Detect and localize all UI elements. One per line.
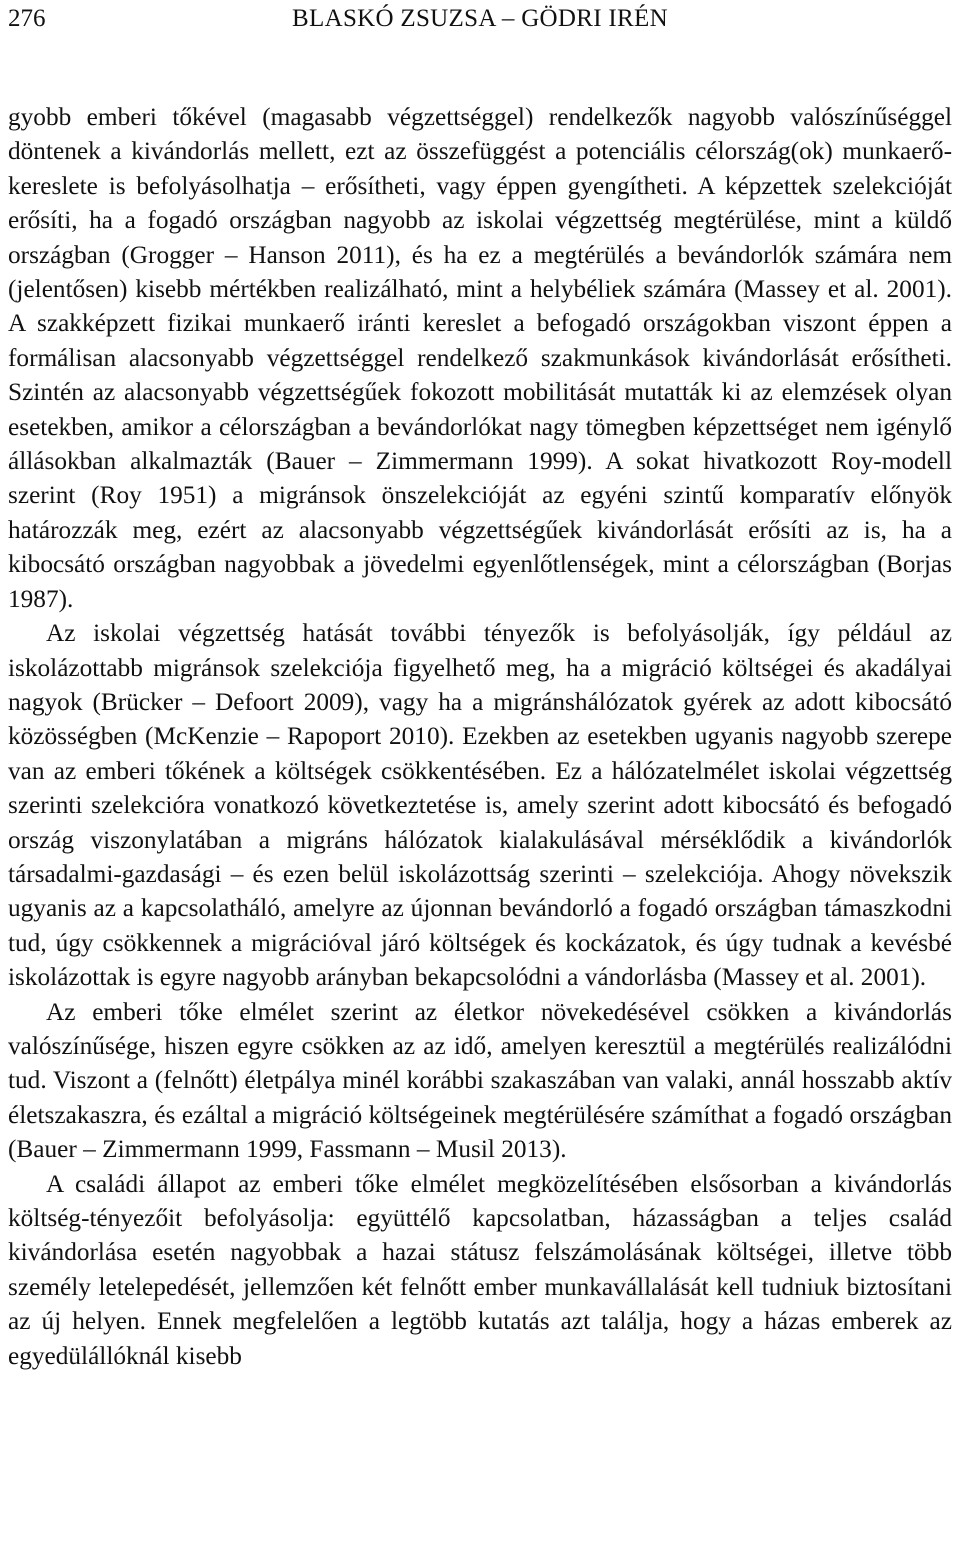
page-number: 276 (8, 5, 46, 32)
running-head: BLASKÓ ZSUZSA – GÖDRI IRÉN (292, 5, 668, 32)
page-header (8, 2, 952, 36)
paragraph-3: Az emberi tőke elmélet szerint az életkor növekedésével csökken a kivándorlás valószínűsége, hiszen egyre csökken az az idő, amelyen keresztül a megtérülés realizálódni tud. Viszont a (felnőtt) életpálya minél korábbi szakaszában van valaki, annál hosszabb aktív életszakaszra, és ezáltal a migráció költségeinek megtérülésére számíthat a fogadó országban (Bauer – Zimmermann 1999, Fassmann – Musil 2013). (8, 997, 952, 1164)
paragraph-4: A családi állapot az emberi tőke elmélet megközelítésében elsősorban a kivándorlás költség-tényezőit befolyásolja: együttélő kapcsolatban, házasságban a teljes család kivándorlása esetén nagyobbak a hazai státusz felszámolásának költségei, illetve több személy letelepedését, jellemzően két felnőtt ember munkavállalását kell tudniuk biztosítani az új helyen. Ennek megfelelően a legtöbb kutatás azt találja, hogy a házas emberek az egyedülállóknál kisebb (8, 1169, 952, 1370)
paragraph-1: gyobb emberi tőkével (magasabb végzettséggel) rendelkezők nagyobb valószínűséggel döntenek a kivándorlás mellett, ezt az összefüggést a potenciális célország(ok) munkaerő-kereslete is befolyásolhatja – erősítheti, vagy éppen gyengítheti. A képzettek szelekcióját erősíti, ha a fogadó országban nagyobb az iskolai végzettség megtérülése, mint a küldő országban (Grogger – Hanson 2011), és ha ez a megtérülés a bevándorlók számára nem (jelentősen) kisebb mértékben realizálható, mint a helybéliek számára (Massey et al. 2001). A szakképzett fizikai munkaerő iránti kereslet a befogadó országokban viszont éppen a formálisan alacsonyabb végzettséggel rendelkező szakmunkások kivándorlását erősítheti. Szintén az alacsonyabb végzettségűek fokozott mobilitását mutatták ki az elemzések olyan esetekben, amikor a célországban a bevándorlókat nagy tömegben képzettséget nem igénylő állásokban alkalmazták (Bauer – Zimmermann 1999). A sokat hivatkozott Roy-modell szerint (Roy 1951) a migránsok önszelekcióját az egyéni szintű komparatív előnyök határozzák meg, ezért az alacsonyabb végzettségűek kivándorlását erősíti az is, ha a kibocsátó országban nagyobbak a jövedelmi egyenlőtlenségek, mint a célországban (Borjas 1987). (8, 103, 952, 613)
body-text (8, 100, 952, 1373)
paragraph-2: Az iskolai végzettség hatását további tényezők is befolyásolják, így például az iskolázottabb migránsok szelekciója figyelhető meg, ha a migráció költségei és akadályai nagyok (Brücker – Defoort 2009), vagy ha a migránshálózatok gyérek az adott kibocsátó közösségben (McKenzie – Rapoport 2010). Ezekben az esetekben ugyanis nagyobb szerepe van az emberi tőkének a költségek csökkentésében. Ez a hálózatelmélet iskolai végzettség szerinti szelekcióra vonatkozó következtetése is, amely szerint adott kibocsátó és befogadó ország viszonylatában a migráns hálózatok kialakulásával mérséklődik a kivándorlók társadalmi-gazdasági – és ezen belül iskolázottság szerinti – szelekciója. Ahogy növekszik ugyanis az a kapcsolatháló, amelyre az újonnan bevándorló a fogadó országban támaszkodni tud, úgy csökkennek a migrációval járó költségek és kockázatok, és úgy tudnak a kevésbé iskolázottak is egyre nagyobb arányban bekapcsolódni a vándorlásba (Massey et al. 2001). (8, 619, 952, 992)
